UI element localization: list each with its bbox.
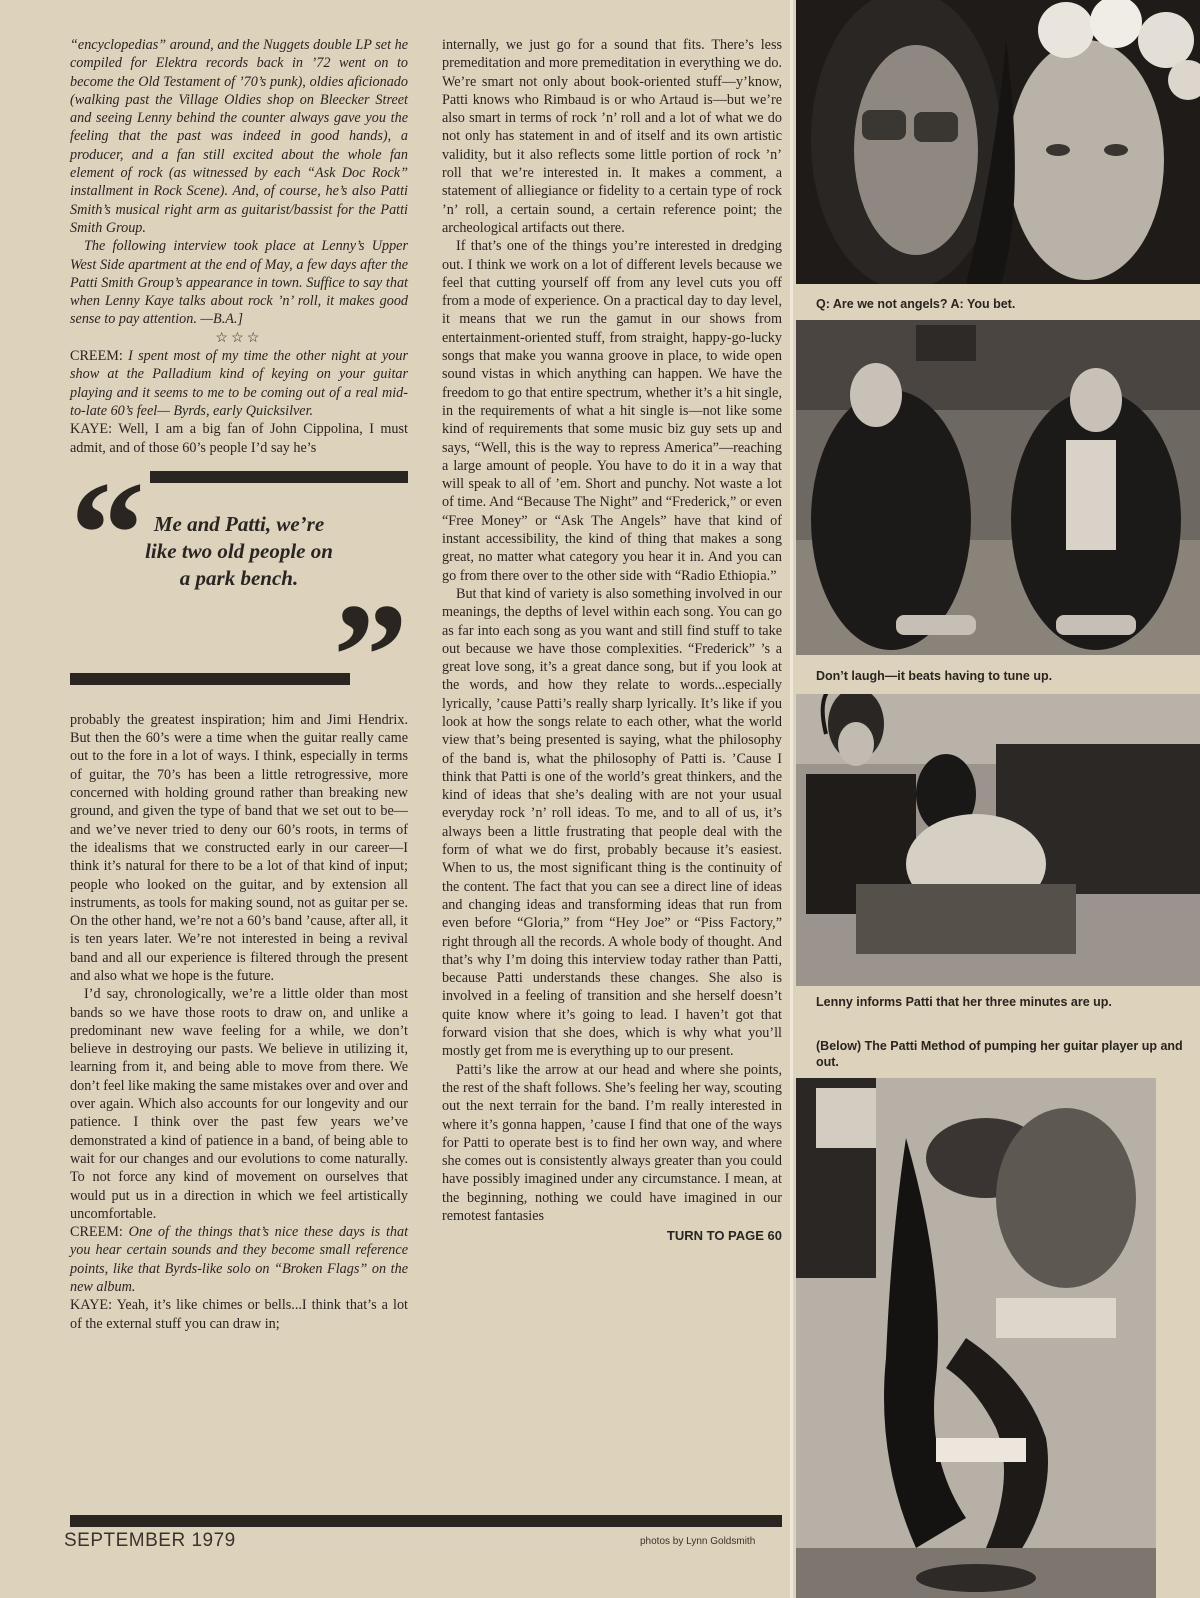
pull-quote-top-rule (150, 471, 408, 483)
col2-paragraph-3: But that kind of variety is also something involved in our meanings, the depths of level within each song. You can go as far into each song as you want and still find stuff to take out because we have those complexities. “Frederick” ’s a great love song, it’s a great dance song, but if you look at the words, and how they relate to words...especially lyrically, ’cause Patti’s really sharp lyrically. It’s like if you look at how the songs relate to each other, what the world view that’s being presented is saying, what the philosophy of the band is, what the philosophy of Patti is. ’Cause I think that Patti is one of the world’s great thinkers, and the kind of ideas that she’s dealing with are not your usual everyday rock ’n’ roll ideas. To me, and to all of us, it’s always been a little frustrating that people deal with the form of what we do first, probably because it’s easiest. When to us, the most significant thing is the continuity of the content. The fact that you can see a direct line of ideas and changing ideas and transforming ideas that run from even before “Gloria,” from “Hey Joe” or “Piss Factory,” right through all the records. A whole body of thought. And that’s why I’m doing this interview today rather than Patti, because Patti understands these changes. She also is involved in a feeling of transition and she herself doesn’t quite know where it’s going to lead. I haven’t got that forward vision that she does, which is why what you’ll mostly get from me is everything up to our present. (442, 585, 782, 1060)
intro-paragraph-2: The following interview took place at Lenny’s Upper West Side apartment at the end of May, a few days after the Patti Smith Group’s appearance in town. Suffice to say that when Lenny Kaye talks about rock ’n’ roll, it makes good sense to pay attention. —B.A.] (70, 238, 408, 328)
speaker-creem: CREEM: (70, 1224, 123, 1241)
article-column-2 (442, 36, 782, 1246)
paragraph-chronologically: I’d say, chronologically, we’re a little older than most bands so we have those roots to draw on, and unlike a predominant new wave feeling for a while, we don’t believe in destroying our pasts. We believe in utilizing it, learning from it, and being able to move from there. We don’t feel like making the same mistakes over and over and over again. Which also accounts for our longevity and our patience. I think over the past few years we’ve demonstrated a kind of patience in a band, of being able to wait for our changes and our evolutions to come naturally. To not force any kind of movement on ourselves that would put us in a direction in which we feel artistically uncomfortable. (70, 986, 408, 1222)
issue-date: SEPTEMBER 1979 (64, 1530, 236, 1551)
caption-photo-4: (Below) The Patti Method of pumping her guitar player up and out. (816, 1039, 1183, 1069)
answer-1-text: Well, I am a big fan of John Cippolina, I must admit, and of those 60’s people I’d say he’s (70, 421, 408, 456)
open-quote-mark: “ (70, 450, 145, 617)
question-2 (70, 1223, 408, 1296)
photo-laughing-duo (796, 320, 1200, 655)
question-2-text: One of the things that’s nice these days is that you hear certain sounds and they become small reference points, like that Byrds-like solo on “Broken Flags” on the new album. (70, 1224, 409, 1296)
photo-credit: photos by Lynn Goldsmith (640, 1536, 756, 1547)
col2-paragraph-1: internally, we just go for a sound that fits. There’s less premeditation and more premeditation in everything we do. We’re smart not only about book-oriented stuff—y’know, Patti knows who Rimbaud is or who Artaud is—but we’re also smart in terms of rock ’n’ roll and a lot of what we do not only has statement in and of itself and its own artistic validity, but it also reflects some little portion of rock ’n’ roll that we’re interested in. It makes a comment, a statement of alliegiance or fidelity to a certain type of rock ’n’ roll, a certain sound, a certain reference point; the archeological artifacts out there. (442, 37, 782, 236)
close-quote-mark: ” (333, 572, 408, 739)
continued-jump-line: TURN TO PAGE 60 (666, 1228, 782, 1244)
speaker-creem: CREEM: (70, 348, 123, 365)
col2-paragraph-4: Patti’s like the arrow at our head and where she points, the rest of the shaft follows. She’s feeling her way, scouting out the next terrain for the band. I’m really interested in where it’s gonna happen, ’cause I find that one of the ways for Patti to operate best is to find her own way, and where she comes out is consistently always greater than you could have possibly imagined under any circumstance. I mean, at the beginning, nothing we could have imagined in our remotest fantasies (442, 1061, 782, 1224)
section-stars: ☆☆☆ (215, 329, 263, 346)
intro-paragraph-1: “encyclopedias” around, and the Nuggets double LP set he compiled for Elektra records back in ’72 went on to become the Old Testament of ’70’s punk), oldies aficionado (walking past the Village Oldies shop on Bleecker Street and seeing Lenny behind the counter always gave you the feeling that the past was indeed in good hands), a producer, and a fan still excited about the whole fan element of rock (as witnessed by each “Ask Doc Rock” installment in Rock Scene). And, of course, he’s also Patti Smith’s musical right arm as guitarist/bassist for the Patti Smith Group. (70, 37, 408, 236)
caption-photo-1: Q: Are we not angels? A: You bet. (816, 297, 1016, 311)
question-1 (70, 347, 408, 420)
article-column-1 (70, 36, 408, 1333)
pull-quote-bottom-rule (70, 673, 350, 685)
photo-phone-couch (796, 694, 1200, 986)
pull-quote-text: Me and Patti, we’re like two old people on a park bench. (145, 511, 333, 590)
speaker-kaye: KAYE: (70, 421, 113, 438)
pull-quote (70, 450, 408, 739)
footer-rule (70, 1515, 782, 1527)
answer-2-text: Yeah, it’s like chimes or bells...I think that’s a lot of the external stuff you can draw in; (70, 1297, 408, 1332)
col2-paragraph-2: If that’s one of the things you’re interested in dredging out. I think we work on a lot of different levels because we feel that cutting yourself off from any level cuts you off from a mode of experience. On a practical day to day level, it means that we run the gamut in our shows from entertainment-oriented stuff, from straight, happy-go-lucky songs that make you wanna groove in place, to wide open sound vistas in which anything can happen. We have the freedom to go that entire spectrum, whether it’s a hit single, in the requirements of what a hit single is—not like some kind of requirements that some music biz guy sets up and says, “Well, this is the way to repress America”—reaching a large amount of people. You have to do it in a way that will speak to all of ’em. Short and punchy. Not waste a lot of time. And “Because The Night” and “Frederick,” or even “Free Money” or “Ask The Angels” have that kind of instant accessibility, the kind of thing that makes a song great, no matter what category you hear it in. And you can go from there over to the other side with “Radio Ethiopia.” (442, 238, 782, 584)
answer-2 (70, 1296, 408, 1333)
question-1-text: I spent most of my time the other night at your show at the Palladium kind of keying on your guitar playing and it seems to me to be coming out of a real mid-to-late 60’s feel— Byrds, early Quicksilver. (70, 348, 409, 419)
answer-1-continued: probably the greatest inspiration; him and Jimi Hendrix. But then the 60’s were a time when the guitar really came out to the fore in a lot of ways. I think, especially in terms of guitar, the 70’s has been a little retrogressive, more concerned with holding ground rather than breaking new ground, and given the type of band that we set out to be—and we’ve never tried to deny our 60’s roots, in terms of the idealisms that we constructed early in our career—I think it’s natural for there to be a lot of that kind of input; people who looked on the guitar, and by extension all instruments, as tools for making sound, not as guitar per se. On the other hand, we’re not a 60’s band ’cause, after all, it is ten years later. We’re not interested in being a revival band and all our experience is filtered through the present and also what we hope is the future. (70, 711, 408, 984)
photo-portrait-close-up (796, 0, 1200, 284)
speaker-kaye: KAYE: (70, 1297, 113, 1314)
caption-photo-3: Lenny informs Patti that her three minutes are up. (816, 995, 1112, 1009)
caption-photo-2: Don’t laugh—it beats having to tune up. (816, 669, 1053, 683)
photo-gutter (790, 0, 793, 1598)
photo-stage-performance (796, 1078, 1156, 1598)
